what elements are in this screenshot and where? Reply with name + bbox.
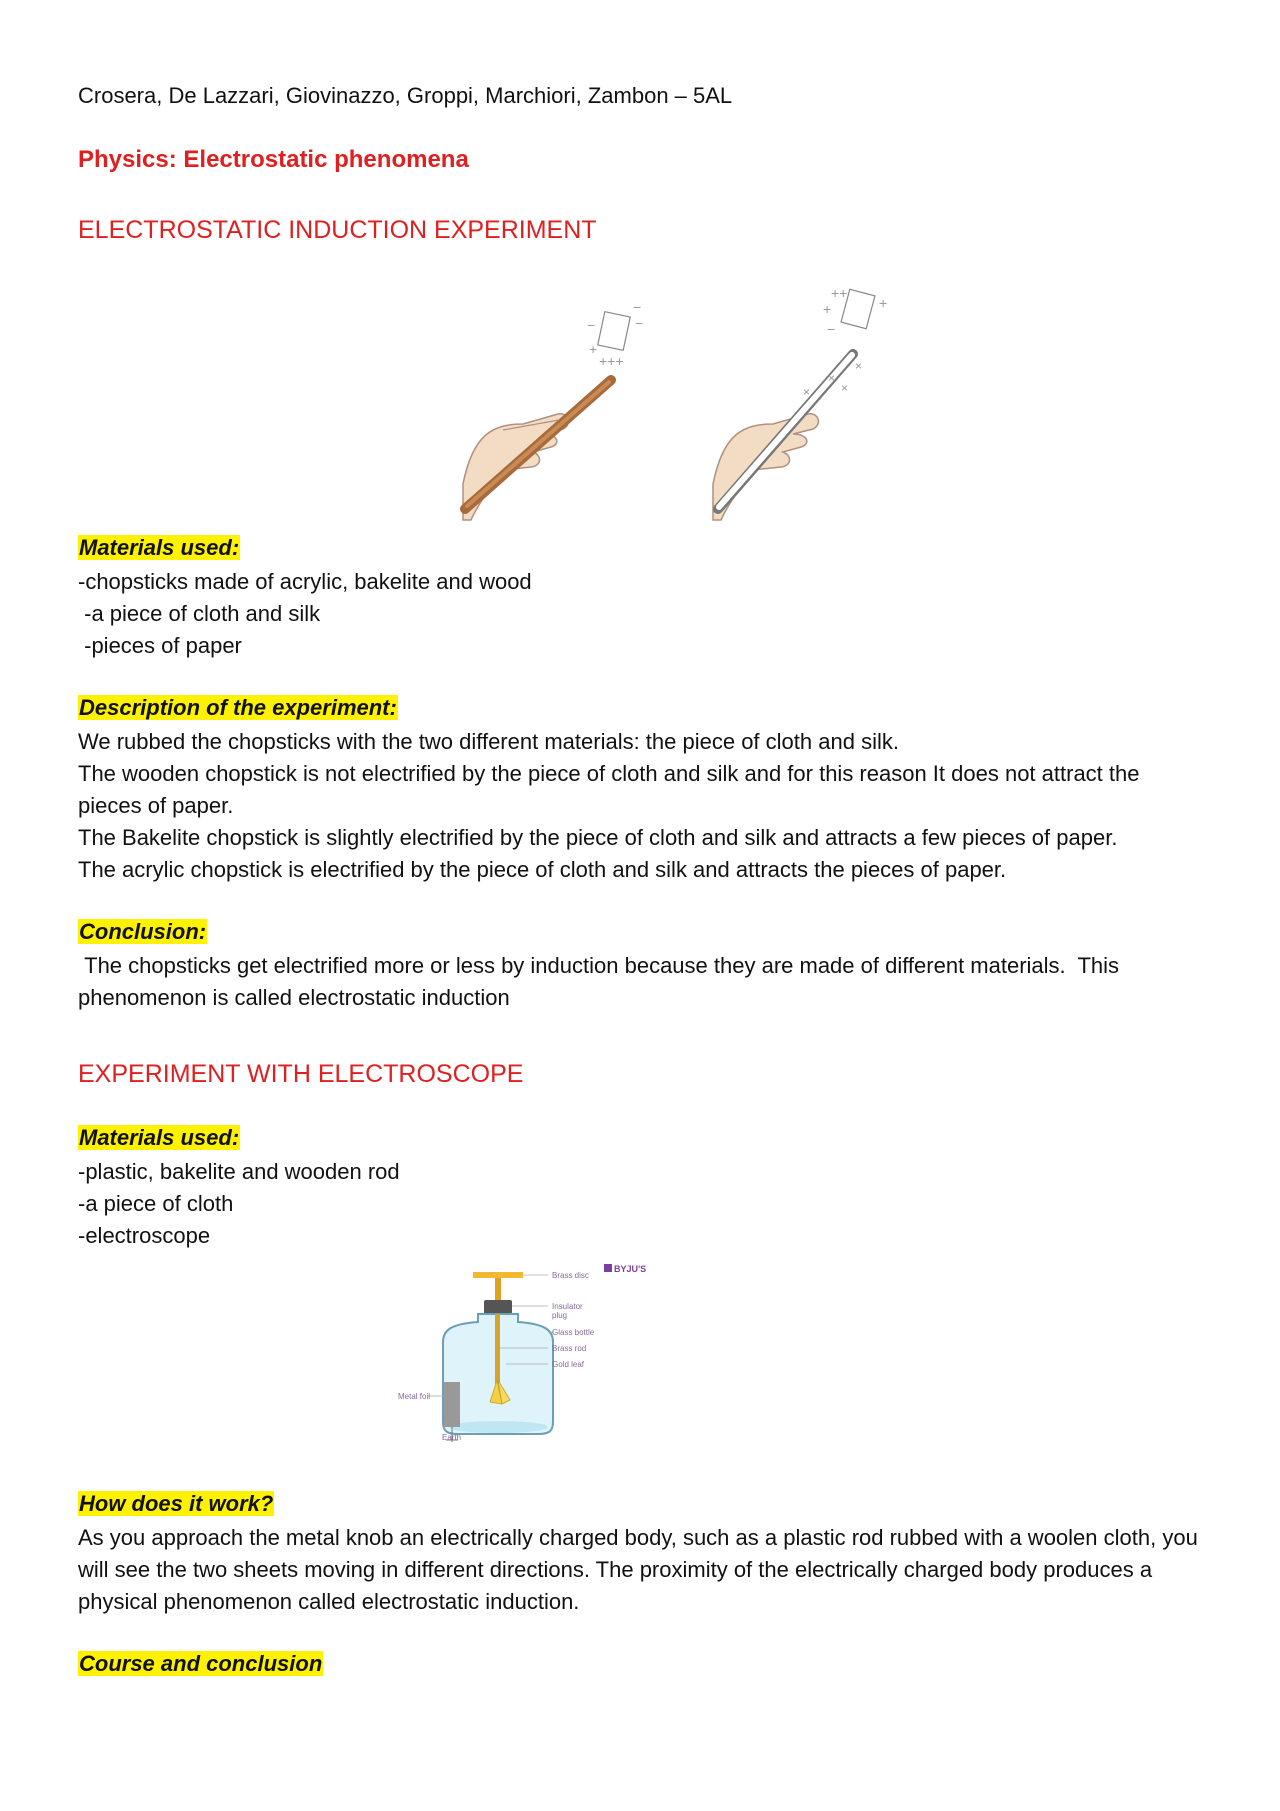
chopsticks-illustration [383, 284, 953, 524]
svg-text:+: + [823, 301, 832, 317]
svg-text:−: − [633, 299, 642, 315]
svg-text:+++: +++ [599, 353, 624, 369]
materials-label-2: Materials used: [79, 1125, 240, 1150]
paragraph: We rubbed the chopsticks with the two different materials: the piece of cloth and silk. [78, 729, 899, 754]
authors-line: Crosera, De Lazzari, Giovinazzo, Groppi, Marchiori, Zambon – 5AL [78, 83, 733, 108]
materials-list-2 [78, 1156, 1208, 1252]
page-title: Physics: Electrostatic phenomena [78, 146, 469, 173]
svg-text:−: − [635, 315, 644, 331]
byjus-logo-icon [604, 1264, 612, 1272]
section-heading-induction: ELECTROSTATIC INDUCTION EXPERIMENT [78, 216, 597, 244]
conclusion-text [78, 950, 1208, 1014]
label-metal-foil: Metal foil [398, 1392, 431, 1401]
label-insulator-plug: Insulator [552, 1302, 583, 1311]
svg-text:×: × [803, 385, 811, 399]
list-item: -plastic, bakelite and wooden rod [78, 1159, 400, 1184]
byjus-logo: BYJU'S [614, 1264, 647, 1274]
list-item: -chopsticks made of acrylic, bakelite and wood [78, 569, 532, 594]
paragraph: The Bakelite chopstick is slightly electrified by the piece of cloth and silk and attracts a few pieces of paper. [78, 825, 1118, 850]
label-brass-disc: Brass disc [552, 1271, 589, 1280]
svg-text:−: − [587, 317, 596, 333]
svg-text:++: ++ [831, 285, 848, 301]
description-label: Description of the experiment: [79, 695, 397, 720]
how-label: How does it work? [79, 1491, 274, 1516]
svg-text:−: − [827, 321, 836, 337]
svg-text:×: × [855, 359, 863, 373]
paragraph: The wooden chopstick is not electrified by the piece of cloth and silk and for this reason It does not attract the pieces of paper. [78, 761, 1146, 818]
svg-text:+: + [589, 341, 598, 357]
label-gold-leaf: Gold leaf [552, 1360, 585, 1369]
label-brass-rod: Brass rod [552, 1344, 587, 1353]
svg-text:+: + [879, 295, 888, 311]
list-item: -pieces of paper [78, 633, 242, 658]
paragraph: As you approach the metal knob an electrically charged body, such as a plastic rod rubbed with a woolen cloth, you will see the two sheets moving in different directions. The proximity of the electrically charged body produces a physical phenomenon called electrostatic induction. [78, 1525, 1204, 1614]
label-earth: Earth [442, 1433, 462, 1442]
svg-text:×: × [828, 371, 836, 385]
list-item: -a piece of cloth [78, 1191, 234, 1216]
label-glass-bottle: Glass bottle [552, 1328, 595, 1337]
label-insulator-plug-2: plug [552, 1311, 568, 1320]
metal-foil [444, 1382, 460, 1427]
insulator-plug [484, 1300, 512, 1314]
chopsticks-svg [383, 284, 953, 524]
paragraph: The acrylic chopstick is electrified by the piece of cloth and silk and attracts the pieces of paper. [78, 857, 1007, 882]
brass-rod [495, 1314, 500, 1384]
brass-disc [473, 1272, 523, 1278]
list-item: -a piece of cloth and silk [78, 601, 321, 626]
course-label: Course and conclusion [79, 1651, 323, 1676]
acrylic-rod-figure [713, 285, 887, 520]
wooden-rod-figure [463, 299, 643, 520]
paragraph: The chopsticks get electrified more or less by induction because they are made of different materials. This phenomenon is called electrostatic induction [78, 953, 1126, 1010]
section-heading-electroscope: EXPERIMENT WITH ELECTROSCOPE [78, 1060, 524, 1088]
description-text [78, 726, 1208, 886]
electroscope-diagram [398, 1262, 758, 1442]
materials-list-1 [78, 566, 1208, 662]
svg-text:×: × [841, 381, 849, 395]
conclusion-label: Conclusion: [79, 919, 207, 944]
materials-label-1: Materials used: [79, 535, 240, 560]
how-text [78, 1522, 1208, 1618]
list-item: -electroscope [78, 1223, 211, 1248]
electroscope-svg [398, 1262, 758, 1442]
